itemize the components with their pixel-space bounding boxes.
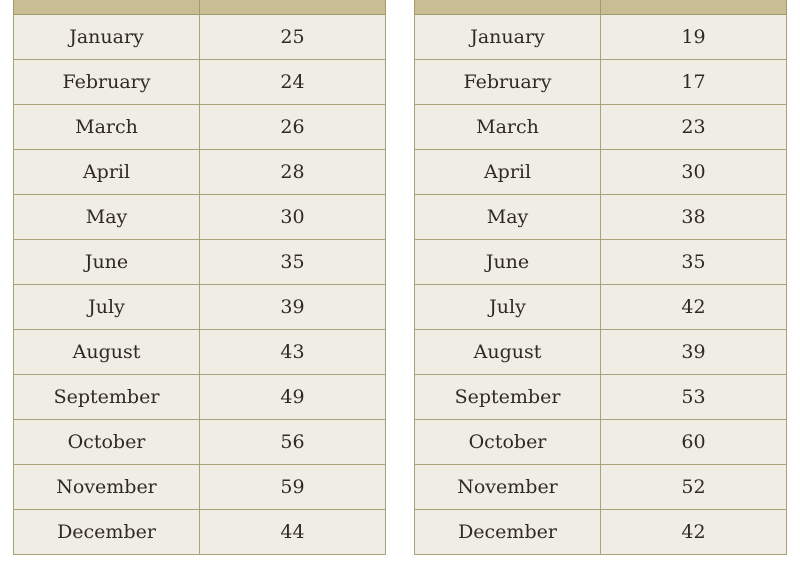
value-cell: 30 xyxy=(200,195,386,240)
table-row xyxy=(415,420,787,465)
month-cell: July xyxy=(14,285,200,330)
table-row xyxy=(415,240,787,285)
value-cell: 38 xyxy=(601,195,787,240)
table-row xyxy=(14,150,386,195)
table-header-cell xyxy=(200,0,386,15)
value-cell: 35 xyxy=(200,240,386,285)
table-body xyxy=(14,15,386,555)
table-header-cell xyxy=(601,0,787,15)
value-cell: 59 xyxy=(200,465,386,510)
value-cell: 43 xyxy=(200,330,386,375)
table-row xyxy=(14,285,386,330)
month-cell: December xyxy=(14,510,200,555)
value-cell: 23 xyxy=(601,105,787,150)
table-row xyxy=(415,15,787,60)
table-row xyxy=(14,510,386,555)
value-cell: 53 xyxy=(601,375,787,420)
table-row xyxy=(14,195,386,240)
table-header-row xyxy=(14,0,386,15)
month-cell: April xyxy=(14,150,200,195)
month-cell: August xyxy=(14,330,200,375)
value-cell: 35 xyxy=(601,240,787,285)
month-cell: February xyxy=(14,60,200,105)
month-cell: April xyxy=(415,150,601,195)
table-row xyxy=(415,60,787,105)
table-header-row xyxy=(415,0,787,15)
value-cell: 25 xyxy=(200,15,386,60)
month-cell: November xyxy=(14,465,200,510)
month-cell: February xyxy=(415,60,601,105)
value-cell: 44 xyxy=(200,510,386,555)
table-row xyxy=(14,465,386,510)
month-cell: May xyxy=(415,195,601,240)
table-row xyxy=(415,285,787,330)
table-row xyxy=(14,330,386,375)
month-cell: September xyxy=(14,375,200,420)
value-cell: 49 xyxy=(200,375,386,420)
value-cell: 17 xyxy=(601,60,787,105)
month-cell: September xyxy=(415,375,601,420)
value-cell: 30 xyxy=(601,150,787,195)
value-cell: 39 xyxy=(601,330,787,375)
value-cell: 26 xyxy=(200,105,386,150)
table-row xyxy=(415,510,787,555)
month-cell: October xyxy=(14,420,200,465)
value-cell: 60 xyxy=(601,420,787,465)
value-cell: 39 xyxy=(200,285,386,330)
value-cell: 42 xyxy=(601,510,787,555)
table-row xyxy=(415,150,787,195)
month-cell: January xyxy=(415,15,601,60)
month-cell: November xyxy=(415,465,601,510)
table-row xyxy=(415,105,787,150)
table-row xyxy=(14,60,386,105)
table-row xyxy=(14,240,386,285)
month-cell: March xyxy=(415,105,601,150)
value-cell: 19 xyxy=(601,15,787,60)
value-cell: 56 xyxy=(200,420,386,465)
month-cell: May xyxy=(14,195,200,240)
table-row xyxy=(14,375,386,420)
table-row xyxy=(14,420,386,465)
months-table-left xyxy=(13,0,386,555)
month-cell: June xyxy=(415,240,601,285)
month-cell: July xyxy=(415,285,601,330)
month-cell: March xyxy=(14,105,200,150)
table-header-cell xyxy=(14,0,200,15)
table-body xyxy=(415,15,787,555)
month-cell: June xyxy=(14,240,200,285)
table-row xyxy=(14,15,386,60)
month-cell: October xyxy=(415,420,601,465)
month-cell: August xyxy=(415,330,601,375)
months-table-right xyxy=(414,0,787,555)
table-row xyxy=(415,465,787,510)
table-row xyxy=(14,105,386,150)
table-row xyxy=(415,375,787,420)
value-cell: 52 xyxy=(601,465,787,510)
value-cell: 24 xyxy=(200,60,386,105)
table-header-cell xyxy=(415,0,601,15)
value-cell: 42 xyxy=(601,285,787,330)
value-cell: 28 xyxy=(200,150,386,195)
table-row xyxy=(415,195,787,240)
table-row xyxy=(415,330,787,375)
month-cell: December xyxy=(415,510,601,555)
month-cell: January xyxy=(14,15,200,60)
